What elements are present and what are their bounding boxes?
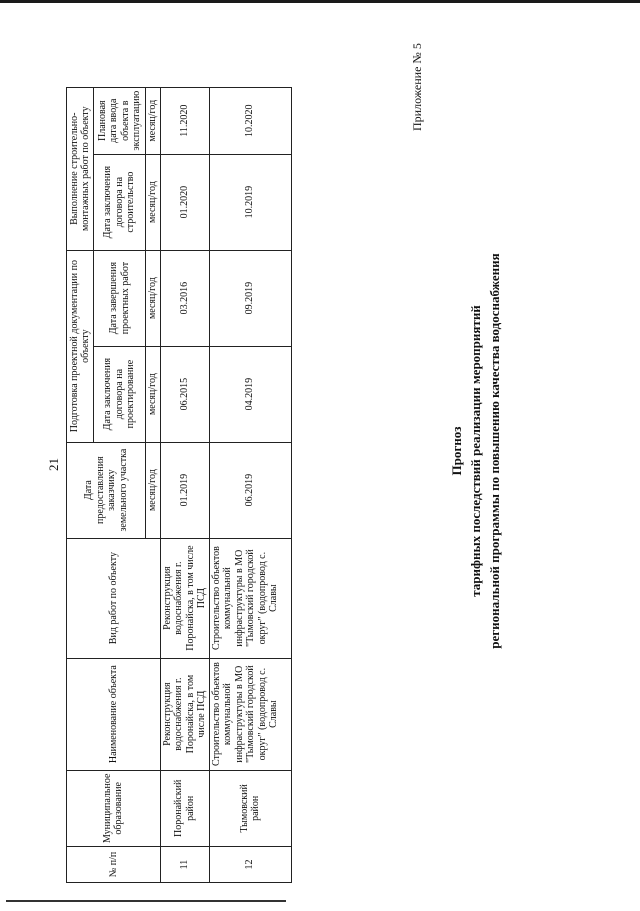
table-row	[209, 87, 291, 882]
header-design-finish: Дата завершения проектных работ	[94, 250, 146, 346]
header-construction-group: Выполнение строительно-монтажных работ по объекту	[67, 87, 94, 250]
header-object-name: Наименование объекта	[67, 658, 161, 770]
row-land-date: 06.2019	[209, 442, 291, 538]
header-commissioning: Плановая дата ввода объекта в эксплуатацию	[94, 87, 146, 154]
row-num: 11	[160, 847, 209, 883]
appendix-label: Приложение № 5	[410, 43, 424, 131]
row-land-date: 01.2019	[160, 442, 209, 538]
document-title	[448, 171, 505, 731]
row-commissioning: 11.2020	[160, 87, 209, 154]
page-number: 21	[46, 458, 61, 471]
row-object-name: Реконструкция водоснабжения г. Поронайска, в том числе ПСД	[160, 658, 209, 770]
schedule-table	[66, 87, 292, 883]
header-row-1	[67, 87, 94, 882]
row-commissioning: 10.2020	[209, 87, 291, 154]
unit-design-finish: месяц/год	[146, 250, 161, 346]
unit-commissioning: месяц/год	[146, 87, 161, 154]
row-num: 12	[209, 847, 291, 883]
row-design-contract: 06.2015	[160, 346, 209, 442]
header-work-type: Вид работ по объекту	[67, 538, 161, 658]
title-line-2: тарифных последствий реализации мероприятий	[467, 305, 483, 597]
header-municipality: Муниципальное образование	[67, 770, 161, 846]
header-design-contract: Дата заключения договора на проектирование	[94, 346, 146, 442]
row-design-finish: 03.2016	[160, 250, 209, 346]
header-construction-contract: Дата заключения договора на строительство	[94, 154, 146, 250]
unit-construction-contract: месяц/год	[146, 154, 161, 250]
header-num: № п/п	[67, 847, 161, 883]
title-line-1: Прогноз	[449, 426, 464, 476]
title-line-3: региональной программы по повышению качества водоснабжения	[486, 253, 502, 649]
unit-land-date: месяц/год	[146, 442, 161, 538]
row-municipality: Тымовский район	[209, 770, 291, 846]
row-construction-contract: 10.2019	[209, 154, 291, 250]
row-object-name: Строительство объектов коммунальной инфраструктуры в МО "Тымовский городской округ" (водопровод с. Славы	[209, 658, 291, 770]
row-construction-contract: 01.2020	[160, 154, 209, 250]
header-design-group: Подготовка проектной документации по объекту	[67, 250, 94, 442]
row-municipality: Поронайский район	[160, 770, 209, 846]
row-work-type: Реконструкция водоснабжения г. Поронайска, в том числе ПСД	[160, 538, 209, 658]
header-land-date: Дата предоставления заказчику земельного участка	[67, 442, 146, 538]
row-work-type: Строительство объектов коммунальной инфраструктуры в МО "Тымовский городской округ" (водопровод с. Славы	[209, 538, 291, 658]
unit-design-contract: месяц/год	[146, 346, 161, 442]
row-design-contract: 04.2019	[209, 346, 291, 442]
table-row	[160, 87, 209, 882]
row-design-finish: 09.2019	[209, 250, 291, 346]
